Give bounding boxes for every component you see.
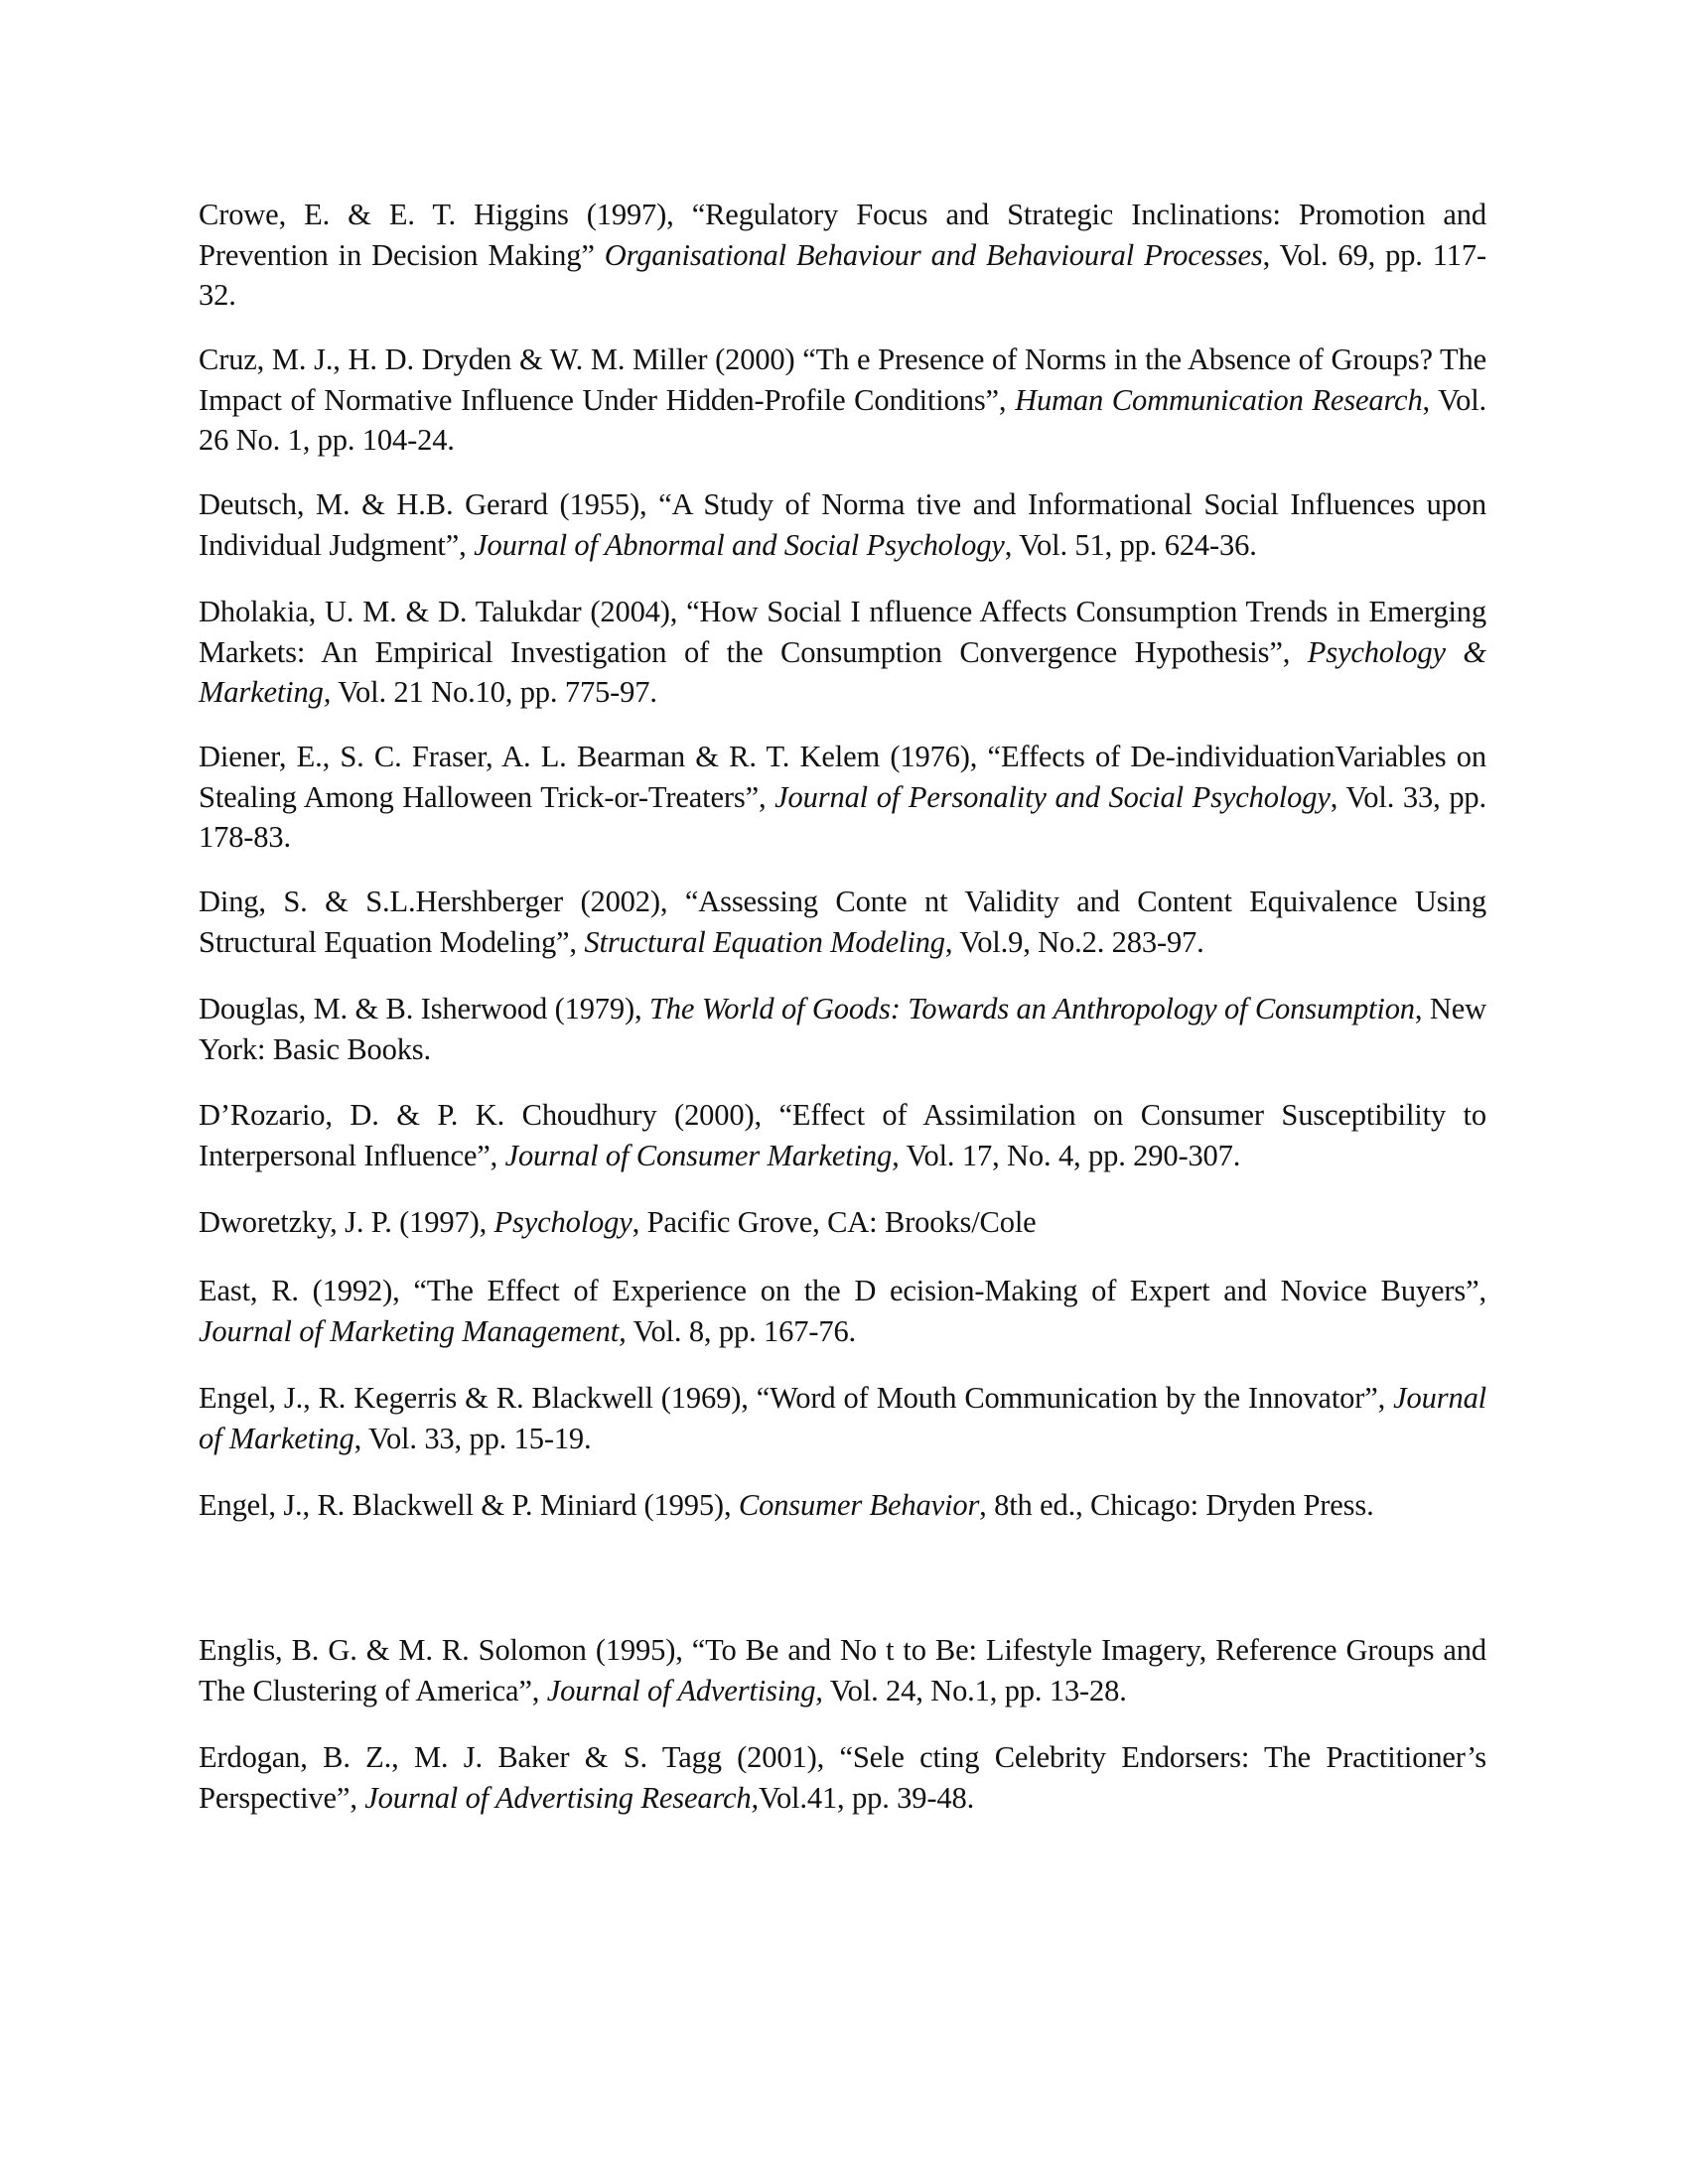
reference-entry <box>199 484 1486 565</box>
reference-text: Englis, B. G. & M. R. Solomon (1995), “To Be and No t to Be: Lifestyle Imagery, Reference Groups and The Clustering of America”, <box>199 1633 1486 1707</box>
reference-source-title: Journal of Advertising, <box>546 1673 823 1707</box>
reference-text: Dholakia, U. M. & D. Talukdar (2004), “How Social I nfluence Affects Consumption Trends in Emerging Markets: An Empirical Investigation of the Consumption Convergence Hypothesis”, <box>199 595 1486 669</box>
reference-text: East, R. (1992), “The Effect of Experience on the D ecision-Making of Expert and Novice Buyers”, <box>199 1274 1486 1307</box>
reference-text: Engel, J., R. Kegerris & R. Blackwell (1969), “Word of Mouth Communication by the Innovator”, <box>199 1381 1394 1415</box>
reference-source-title: Journal of Marketing <box>199 1381 1486 1455</box>
reference-text: , Vol. 33, pp. 178-83. <box>199 779 1486 855</box>
reference-source-title: Journal of Advertising Research, <box>364 1780 760 1815</box>
reference-text: , Vol. 51, pp. 624-36. <box>1004 527 1257 562</box>
reference-text: , Vol. 69, pp. 117-32. <box>199 237 1486 313</box>
reference-text: , 8th ed., Chicago: Dryden Press. <box>979 1488 1374 1522</box>
reference-source-title: Journal of Abnormal and Social Psychology <box>474 527 1005 562</box>
reference-entry <box>199 1378 1486 1458</box>
reference-text: Vol. 24, No.1, pp. 13-28. <box>822 1673 1127 1707</box>
reference-text: Vol. 17, No. 4, pp. 290-307. <box>899 1138 1241 1172</box>
reference-source-title: Psychology & Marketing, <box>199 634 1486 710</box>
reference-text: Crowe, E. & E. T. Higgins (1997), “Regulatory Focus and Strategic Inclinations: Promotion and Prevention in Decision Making” <box>199 198 1486 272</box>
reference-source-title: Consumer Behavior <box>738 1488 980 1522</box>
reference-text: Dworetzky, J. P. (1997), <box>199 1205 494 1239</box>
reference-text: Engel, J., R. Blackwell & P. Miniard (1995), <box>199 1488 739 1522</box>
reference-entry <box>199 1737 1486 1818</box>
reference-text: D’Rozario, D. & P. K. Choudhury (2000), “Effect of Assimilation on Consumer Susceptibility to Interpersonal Influence”, <box>199 1098 1486 1172</box>
reference-source-title: Journal of Marketing Management, <box>199 1313 627 1348</box>
reference-entry <box>199 340 1486 461</box>
reference-source-title: The World of Goods: Towards an Anthropology of Consumption <box>648 992 1415 1025</box>
reference-text: Diener, E., S. C. Fraser, A. L. Bearman & R. T. Kelem (1976), “Effects of De-individuationVariables on Stealing Among Halloween Trick-or-Treaters”, <box>199 740 1486 814</box>
reference-text: , Vol. 33, pp. 15-19. <box>353 1421 592 1455</box>
reference-text: Douglas, M. & B. Isherwood (1979), <box>199 992 649 1025</box>
reference-text: , New York: Basic Books. <box>199 992 1487 1066</box>
reference-text: , Vol. 26 No. 1, pp. 104-24. <box>199 382 1486 458</box>
reference-entry <box>199 1630 1486 1710</box>
reference-entry <box>199 1271 1486 1351</box>
reference-text: Vol.41, pp. 39-48. <box>759 1780 975 1815</box>
reference-source-title: Journal of Consumer Marketing, <box>504 1138 900 1172</box>
reference-text: , Vol.9, No.2. 283-97. <box>944 924 1204 959</box>
reference-entry <box>199 989 1486 1069</box>
reference-source-title: Psychology <box>493 1205 633 1239</box>
reference-source-title: Journal of Personality and Social Psychology <box>774 779 1331 814</box>
reference-source-title: Organisational Behaviour and Behavioural Processes <box>604 237 1263 272</box>
reference-text: Vol. 21 No.10, pp. 775-97. <box>331 675 657 710</box>
reference-entry <box>199 737 1486 858</box>
reference-text: Erdogan, B. Z., M. J. Baker & S. Tagg (2001), “Sele cting Celebrity Endorsers: The Practitioner’s Perspective”, <box>199 1740 1486 1815</box>
reference-source-title: Structural Equation Modeling <box>584 924 945 959</box>
reference-source-title: Human Communication Research <box>1015 382 1423 417</box>
reference-text: Cruz, M. J., H. D. Dryden & W. M. Miller (2000) “Th e Presence of Norms in the Absence of Groups? The Impact of Normative Influence Under Hidden-Profile Conditions”, <box>199 342 1486 417</box>
reference-text: Ding, S. & S.L.Hershberger (2002), “Assessing Conte nt Validity and Content Equivalence Using Structural Equation Modeling”, <box>199 885 1486 959</box>
reference-entry <box>199 592 1486 713</box>
reference-entry <box>199 1095 1486 1175</box>
reference-entry <box>199 195 1486 316</box>
reference-entry <box>199 882 1486 962</box>
reference-entry <box>199 1202 1486 1243</box>
reference-entry <box>199 1485 1486 1526</box>
reference-text: Deutsch, M. & H.B. Gerard (1955), “A Study of Norma tive and Informational Social Influences upon Individual Judgment”, <box>199 487 1486 562</box>
reference-text: Vol. 8, pp. 167-76. <box>626 1313 857 1348</box>
reference-text: , Pacific Grove, CA: Brooks/Cole <box>632 1205 1037 1239</box>
